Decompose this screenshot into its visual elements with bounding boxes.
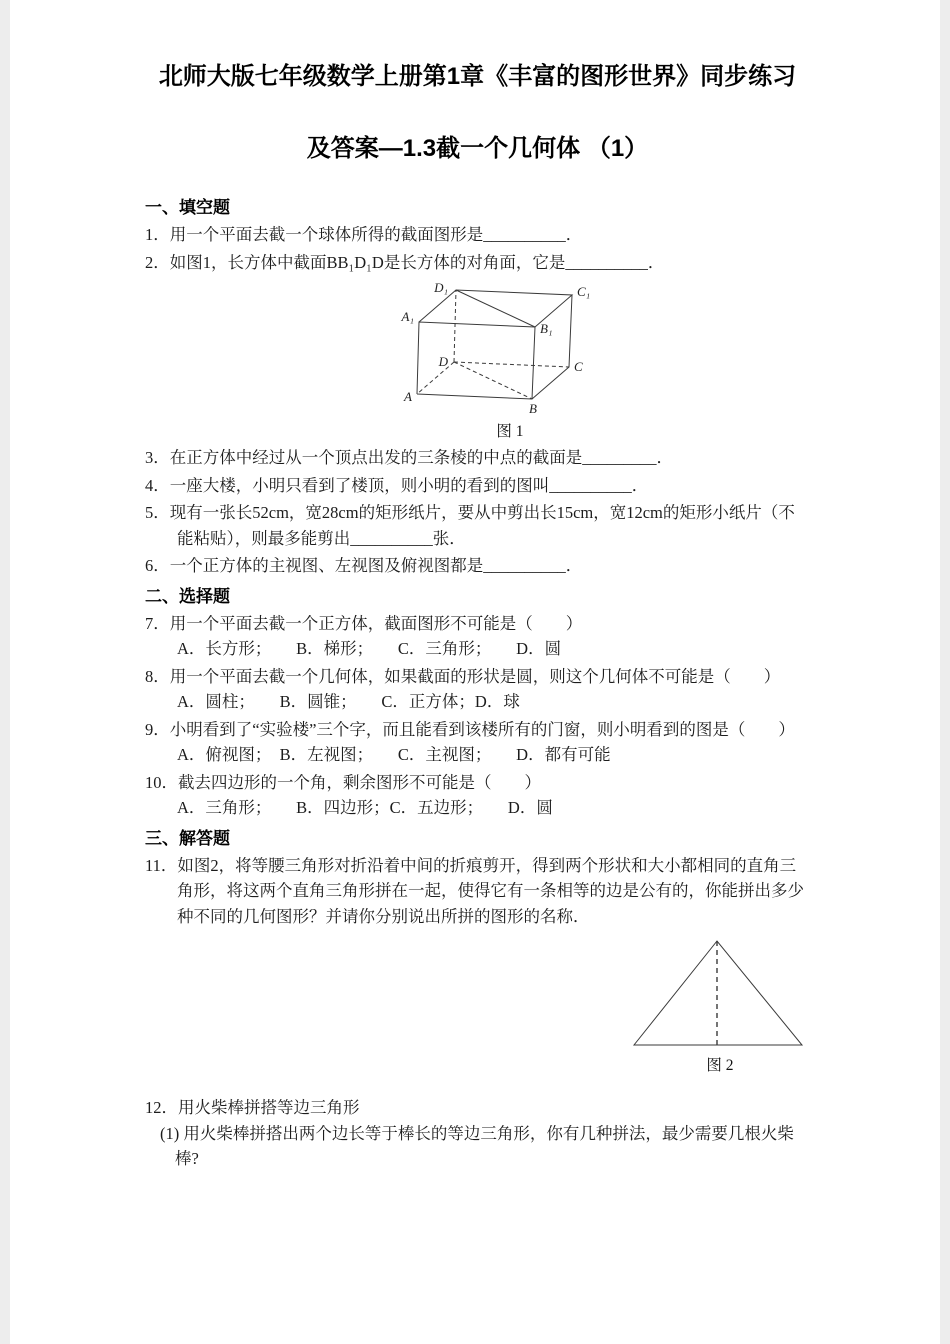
cuboid-edges-solid [417, 290, 572, 399]
vertex-label-a1: A₁ [401, 309, 414, 324]
vertex-label-c1: C₁ [577, 284, 591, 299]
question-7-options: A．长方形； B．梯形； C．三角形； D．圆 [177, 639, 562, 658]
question-7: 7．用一个平面去截一个正方体，截面图形不可能是（ ） [145, 613, 583, 633]
question-8: 8．用一个平面去截一个几何体，如果截面的形状是圆，则这个几何体不可能是（ ） [145, 666, 781, 686]
figure-1-caption: 图 1 [496, 423, 524, 440]
question-5: 5．现有一张长52cm，宽28cm的矩形纸片，要从中剪出长15cm，宽12cm的矩形小纸片（不能粘贴），则最多能剪出__________张． [145, 503, 795, 548]
question-3: 3．在正方体中经过从一个顶点出发的三条棱的中点的截面是_________． [145, 448, 673, 467]
vertex-label-b: B [529, 401, 537, 416]
vertex-label-d1: D₁ [434, 280, 448, 295]
question-6: 6．一个正方体的主视图、左视图及俯视图都是__________． [145, 556, 583, 575]
section-heading-fill-blanks: 一、填空题 [145, 198, 230, 217]
triangle-edges [634, 941, 802, 1045]
doc-title-line2: 及答案—1.3截一个几何体 （1） [306, 135, 649, 162]
question-1: 1．用一个平面去截一个球体所得的截面图形是__________． [145, 225, 583, 244]
question-11: 11．如图2，将等腰三角形对折沿着中间的折痕剪开，得到两个形状和大小都相同的直角三角形，将这两个直角三角形拼在一起，使得它有一条相等的边是公有的，你能拼出多少种不同的几何图形？并请你分别说出所拼的图形的名称． [145, 855, 804, 926]
figure-1-cuboid [400, 279, 620, 443]
question-4: 4．一座大楼，小明只看到了楼顶，则小明的看到的图叫__________． [145, 475, 649, 495]
cuboid-diagram [400, 279, 620, 419]
cuboid-edges-hidden [417, 290, 569, 399]
section-heading-solutions: 三、解答题 [145, 828, 230, 848]
question-10: 10．截去四边形的一个角，剩余图形不可能是（ ） [145, 772, 541, 792]
figure-2-caption: 图 2 [706, 1057, 734, 1074]
question-12: 12．用火柴棒拼搭等边三角形 [145, 1098, 360, 1117]
vertex-label-b1: B₁ [540, 321, 553, 336]
isosceles-triangle-diagram [630, 937, 810, 1052]
doc-title-line1: 北师大版七年级数学上册第1章《丰富的图形世界》同步练习 [158, 63, 797, 90]
section-heading-multiple-choice: 二、选择题 [145, 586, 230, 606]
vertex-label-c: C [574, 359, 583, 374]
figure-2-triangle [630, 937, 810, 1077]
question-10-options: A．三角形； B．四边形；C．五边形； D．圆 [177, 798, 553, 817]
question-9: 9．小明看到了“实验楼”三个字，而且能看到该楼所有的门窗，则小明看到的图是（ ） [145, 719, 795, 739]
question-2: 2．如图1，长方体中截面BB₁D₁D是长方体的对角面，它是__________． [145, 252, 665, 272]
question-12-part-1: (1) 用火柴棒拼搭出两个边长等于棒长的等边三角形，你有几种拼法，最少需要几根火柴棒? [160, 1123, 794, 1168]
vertex-label-a: A [404, 389, 412, 404]
worksheet-content [0, 60, 950, 1172]
vertex-label-d: D [438, 354, 448, 369]
question-9-options: A．俯视图； B．左视图； C．主视图； D．都有可能 [177, 745, 611, 764]
cuboid-vertex-labels [401, 280, 591, 416]
question-8-options: A．圆柱； B．圆锥； C．正方体；D．球 [177, 692, 520, 711]
